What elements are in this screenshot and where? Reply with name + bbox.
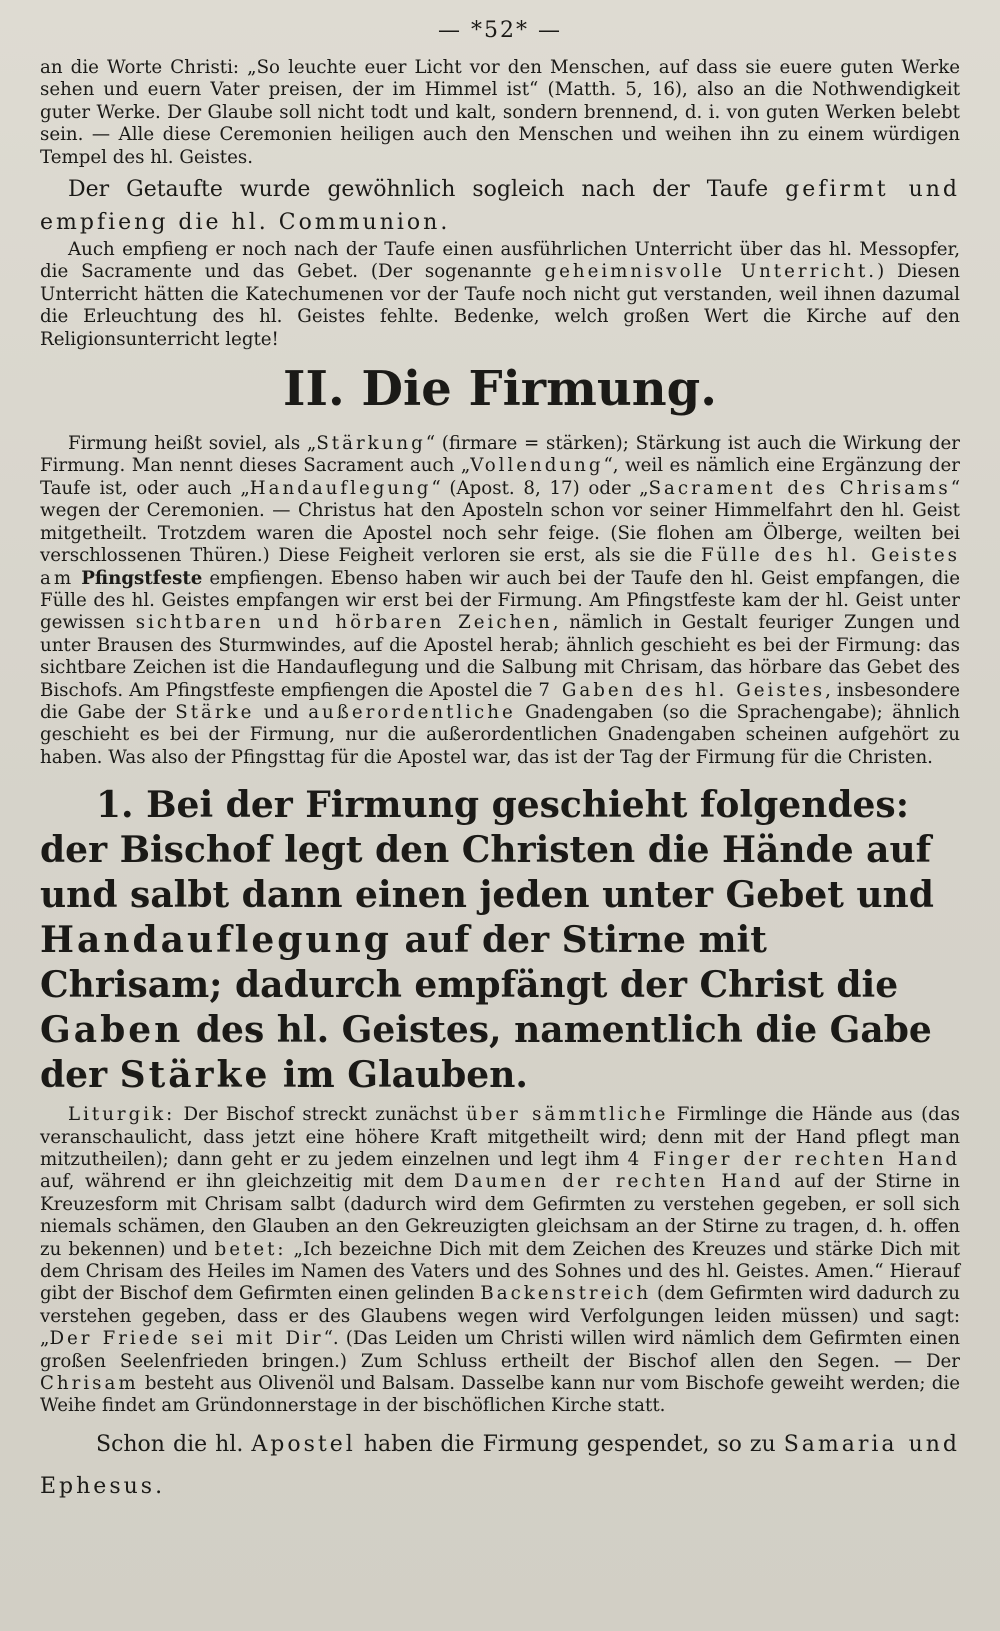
text-run: “ (firmare = stärken); Stärkung ist auch die Wirkung der Firmung. Man nennt dieses Sacrament auch „ <box>40 433 960 477</box>
spaced-text: Daumen der rechten Hand <box>454 1171 784 1193</box>
text-run: , nämlich in Gestalt feuriger Zungen und unter Brausen des Sturmwindes, auf die Apostel herab; ähnlich geschieht es bei der Firmung: das sichtbare Zeichen ist die Handauflegung und die Salbung mit Chrisam, das hörbare das Gebet des Bischofs. Am Pfingstfeste empfiengen die Apostel die <box>40 612 960 701</box>
spaced-text: Samaria und Ephesus <box>40 1431 961 1499</box>
spaced-text: Handauflegung <box>40 919 392 962</box>
spaced-text: gefirmt und empfieng die hl. Communion. <box>40 177 960 236</box>
text-run: (dem Gefirmten wird dadurch zu verstehen gegeben, dass er des Glaubens wegen wird Verfolgungen leiden müssen) und sagt: „ <box>40 1283 960 1350</box>
text-run: “ (Apost. 8, 17) oder „ <box>431 477 649 499</box>
paragraph-firmung-meaning <box>40 433 960 769</box>
text-run: auf der Stirne mit Chrisam; dadurch empfängt der Christ die <box>40 919 899 1007</box>
text-run: . <box>155 1473 163 1499</box>
spaced-text: Stärkung <box>316 433 426 455</box>
text-run: “ wegen der Ceremonien. — Christus hat den Aposteln schon vor seiner Himmelfahrt den hl. Geist mitgetheilt. Trotzdem waren die Apostel noch sehr feige. (Sie flohen am Ölberge, weilten bei verschlossenen Thüren.) Diese Feigheit verloren sie erst, als sie die <box>40 477 960 567</box>
spaced-text: betet: <box>214 1238 287 1260</box>
text-run: Der Bischof streckt zunächst <box>175 1104 466 1126</box>
spaced-text: Der Friede sei mit Dir <box>49 1328 324 1350</box>
section-heading: II. Die Firmung. <box>283 361 717 418</box>
text-run: empfiengen. Ebenso haben wir auch bei der Taufe den hl. Geist empfangen, die Fülle des hl. Geistes empfangen wir erst bei der Firmung. Am Pfingstfeste kam der hl. Geist unter gewissen <box>40 567 960 634</box>
text-run: Der Getaufte wurde gewöhnlich sogleich nach der Taufe <box>68 177 786 203</box>
spaced-text: über sämmtliche <box>465 1104 669 1126</box>
spaced-text: Chrisam <box>40 1373 139 1395</box>
text-run: Firmung heißt soviel, als „ <box>68 433 317 455</box>
text-run: besteht aus Olivenöl und Balsam. Dasselbe kann nur vom Bischofe geweiht werden; die Weihe findet am Gründonnerstage in der bischöflichen Kirche statt. <box>40 1373 960 1417</box>
text-run: , insbesondere die Gabe der <box>40 679 960 723</box>
spaced-text: Fülle des hl. Geistes am <box>40 545 960 589</box>
paragraph-confirmed-after-baptism <box>40 173 960 239</box>
text-run: ) Diesen Unterricht hätten die Katechumenen vor der Taufe noch nicht gut verstanden, weil ihnen dazumal die Erleuchtung des hl. Geistes fehlte. Bedenke, welch großen Wert die Kirche auf den Religionsunterricht legte! <box>40 261 960 350</box>
spaced-text: Backenstreich <box>480 1283 652 1305</box>
spaced-text: Apostel <box>251 1431 356 1457</box>
spaced-text: Stärke <box>119 1054 271 1097</box>
spaced-text: Stärke <box>175 701 255 723</box>
page-number: — *52* — <box>438 18 562 43</box>
bold-text: Pfingstfeste <box>81 567 203 589</box>
text-run: „Ich bezeichne Dich mit dem Zeichen des Kreuzes und stärke Dich mit dem Chrisam des Heiles im Namen des Vaters und des Sohnes und des hl. Geistes. Amen.“ Hierauf gibt der Bischof dem Gefirmten einen gelinden <box>40 1238 960 1305</box>
spaced-text: Gaben <box>40 1009 184 1052</box>
text-run: des hl. Geistes, namentlich die Gabe der <box>40 1009 932 1097</box>
text-run: auf der Stirne in Kreuzesform mit Chrisam salbt (dadurch wird dem Gefirmten zu verstehen gegeben, er soll sich niemals schämen, den Glauben an den Gekreuzigten gleichsam an der Stirne zu tragen, d. h. offen zu bekennen) und <box>40 1171 960 1260</box>
text-run: 1. Bei der Firmung geschieht folgendes: der Bischof legt den Christen die Hände auf und salbt dann einen jeden unter Gebet und <box>40 784 934 917</box>
spaced-text: sichtbaren und hörbaren Zeichen <box>135 612 553 634</box>
text-run: “. (Das Leiden um Christi willen wird nämlich dem Gefirmten einen großen Seelenfrieden bringen.) Zum Schluss ertheilt der Bischof allen den Segen. — Der <box>40 1328 960 1372</box>
paragraph-works: an die Worte Christi: „So leuchte euer Licht vor den Menschen, auf dass sie euere guten Werke sehen und euern Vater preisen, der im Himmel ist“ (Matth. 5, 16), also an die Nothwendigkeit guter Werke. Der Glaube soll nicht todt und kalt, sondern brennend, d. i. von guten Werken belebt sein. — Alle diese Ceremonien heiligen auch den Menschen und weihen ihn zu einem würdigen Tempel des hl. Geistes. <box>40 57 960 168</box>
text-run: haben die Firmung gespendet, so zu <box>355 1431 784 1457</box>
spaced-text: Vollendung <box>470 455 604 477</box>
spaced-text: Handauflegung <box>249 477 432 499</box>
main-statement <box>40 783 960 1098</box>
paragraph-liturgik <box>40 1104 960 1418</box>
text-run: Schon die hl. <box>96 1431 252 1457</box>
text-run: “, weil es nämlich eine Ergänzung der Taufe ist, oder auch „ <box>40 455 960 499</box>
spaced-text: 4 Finger der rechten Hand <box>627 1148 960 1170</box>
text-run: Auch empfieng er noch nach der Taufe einen ausführlichen Unterricht über das hl. Messopfer, die Sacramente und das Gebet. (Der sogenannte <box>40 239 960 283</box>
text-run: und <box>254 701 309 723</box>
spaced-text: 7 Gaben des hl. Geistes <box>538 679 826 701</box>
spaced-text: außerordentliche <box>308 701 516 723</box>
spaced-text: Liturgik: <box>68 1104 176 1126</box>
spaced-text: geheimnisvolle Unterricht. <box>544 261 878 283</box>
text-run: auf, während er ihn gleichzeitig mit dem <box>40 1171 455 1193</box>
text-run: Gnadengaben (so die Sprachengabe); ähnlich geschieht es bei der Firmung, nur die außerordentlichen Gnadengaben scheinen aufgehört zu haben. Was also der Pfingsttag für die Apostel war, das ist der Tag der Firmung für die Christen. <box>40 701 960 768</box>
paragraph-instruction <box>40 239 960 351</box>
spaced-text: Sacrament des Chrisams <box>648 477 951 499</box>
paragraph-apostles <box>40 1424 960 1508</box>
text-run: Firmlinge die Hände aus (das veranschaulicht, dass jetzt eine höhere Kraft mitgetheilt wird; denn mit der Hand pflegt man mitzutheilen); dann geht er zu jedem einzelnen und legt ihm <box>40 1104 960 1170</box>
text-run: im Glauben. <box>270 1054 528 1097</box>
